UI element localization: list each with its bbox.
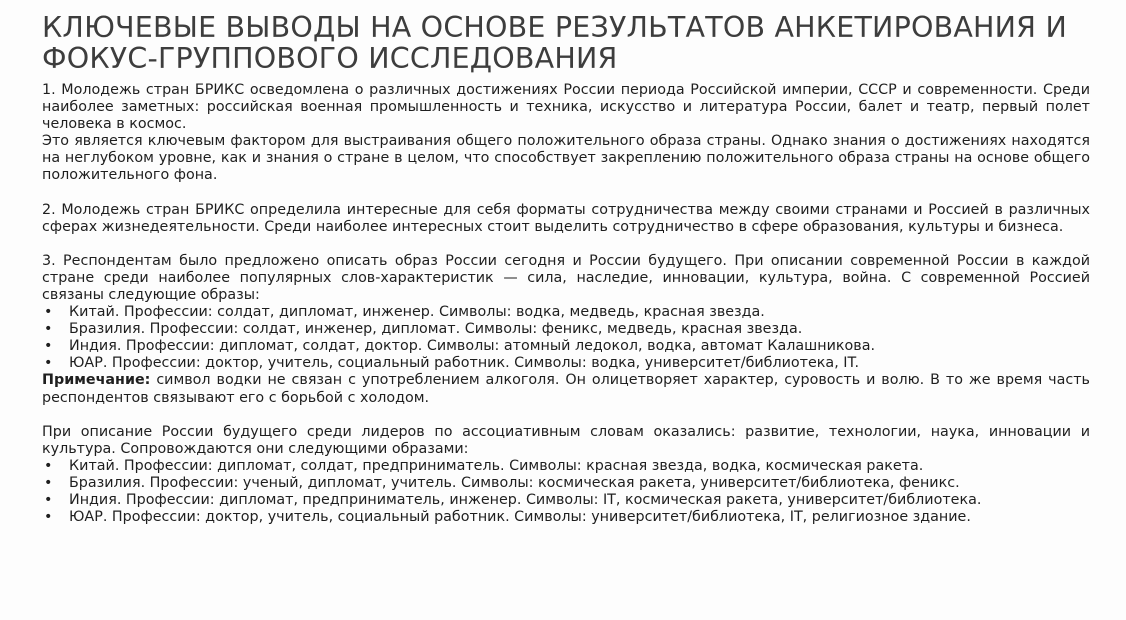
spacer	[42, 185, 1090, 202]
list-item	[42, 321, 1090, 338]
list-item	[42, 338, 1090, 355]
list-item	[42, 492, 1090, 509]
list-item-text: ЮАР. Профессии: доктор, учитель, социальный работник. Символы: университет/библиотека, IT, религиозное здание.	[69, 509, 971, 526]
note-paragraph	[42, 372, 1090, 406]
bullet-icon: •	[44, 321, 53, 338]
list-item	[42, 355, 1090, 372]
bullet-icon: •	[44, 355, 53, 372]
bullet-icon: •	[44, 474, 53, 491]
bullet-icon: •	[44, 457, 53, 474]
list-item-text: Китай. Профессии: солдат, дипломат, инженер. Символы: водка, медведь, красная звезда.	[69, 304, 765, 321]
note-label: Примечание:	[42, 372, 151, 389]
bullet-icon: •	[44, 509, 53, 526]
list-item	[42, 458, 1090, 475]
page-title: КЛЮЧЕВЫЕ ВЫВОДЫ НА ОСНОВЕ РЕЗУЛЬТАТОВ АНКЕТИРОВАНИЯ И ФОКУС-ГРУППОВОГО ИССЛЕДОВАНИЯ	[42, 11, 1067, 75]
list-item-text: Индия. Профессии: дипломат, солдат, доктор. Символы: атомный ледокол, водка, автомат Калашникова.	[69, 338, 876, 355]
bullet-icon: •	[44, 304, 53, 321]
section-1-paragraph: 1. Молодежь стран БРИКС осведомлена о различных достижениях России периода Российской империи, СССР и современности. Среди наиболее заметных: российская военная промышленность и техника, искусство и литература России, балет и театр, первый полет человека в космос.	[42, 82, 1090, 133]
present-russia-list	[42, 304, 1090, 372]
section-1-followup: Это является ключевым фактором для выстраивания общего положительного образа страны. Однако знания о достижениях находятся на неглубоком уровне, как и знания о стране в целом, что способствует закреплению положительного образа страны на основе общего положительного фона.	[42, 133, 1090, 184]
list-item-text: Бразилия. Профессии: солдат, инженер, дипломат. Символы: феникс, медведь, красная звезда.	[69, 321, 803, 338]
future-russia-intro: При описание России будущего среди лидеров по ассоциативным словам оказались: развитие, технологии, наука, инновации и культура. Сопровождаются они следующими образами:	[42, 423, 1090, 457]
bullet-icon: •	[44, 491, 53, 508]
list-item	[42, 304, 1090, 321]
list-item	[42, 509, 1090, 526]
note-text: символ водки не связан с употреблением алкоголя. Он олицетворяет характер, суровость и волю. В то же время часть респондентов связывают его с борьбой с холодом.	[42, 372, 1090, 406]
spacer	[42, 236, 1090, 253]
future-russia-list	[42, 458, 1090, 526]
list-item	[42, 475, 1090, 492]
list-item-text: ЮАР. Профессии: доктор, учитель, социальный работник. Символы: водка, университет/библиотека, IT.	[69, 355, 860, 372]
list-item-text: Индия. Профессии: дипломат, предприниматель, инженер. Символы: IT, космическая ракета, университет/библиотека.	[69, 491, 982, 508]
bullet-icon: •	[44, 338, 53, 355]
list-item-text: Бразилия. Профессии: ученый, дипломат, учитель. Символы: космическая ракета, университет/библиотека, феникс.	[69, 474, 960, 491]
list-item-text: Китай. Профессии: дипломат, солдат, предприниматель. Символы: красная звезда, водка, космическая ракета.	[69, 457, 924, 474]
section-3-intro: 3. Респондентам было предложено описать образ России сегодня и России будущего. При описании современной России в каждой стране среди наиболее популярных слов-характеристик — сила, наследие, инновации, культура, война. С современной Россией связаны следующие образы:	[42, 252, 1090, 303]
slide-body	[42, 82, 1090, 526]
section-2-paragraph: 2. Молодежь стран БРИКС определила интересные для себя форматы сотрудничества между своими странами и Россией в различных сферах жизнедеятельности. Среди наиболее интересных стоит выделить сотрудничество в сфере образования, культуры и бизнеса.	[42, 201, 1090, 235]
spacer	[42, 407, 1090, 424]
